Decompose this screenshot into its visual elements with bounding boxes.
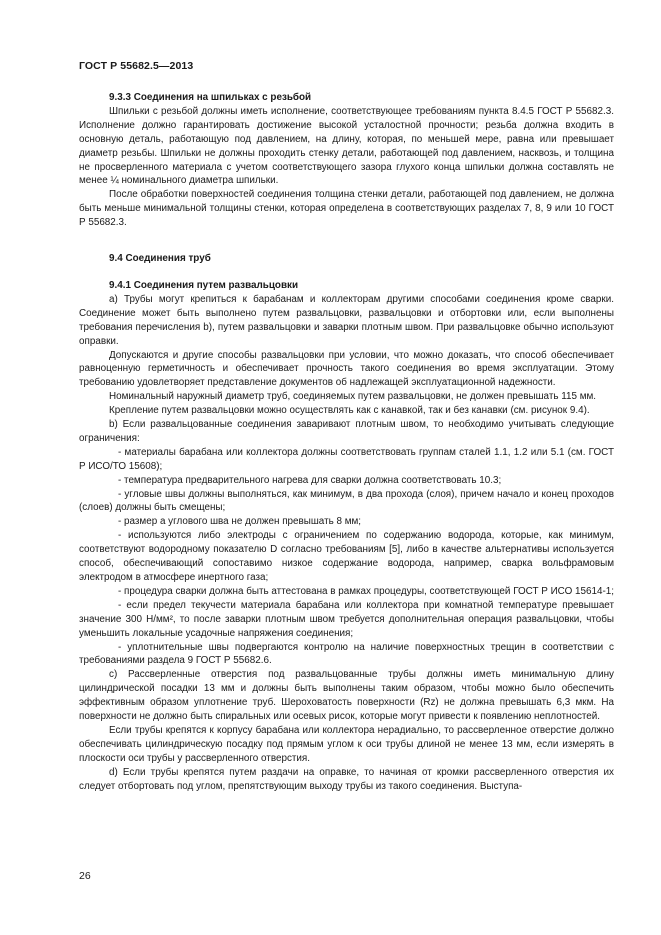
page-number: 26	[79, 870, 91, 882]
item-a: а) Трубы могут крепиться к барабанам и коллекторам другими способами соединения кроме сварки. Соединение может быть выполнено путем развальцовки, развальцовки и отбортовки или, если выполнены требования перечисления b), путем развальцовки и заварки плотным швом. При развальцовке обычно используют оправки.	[79, 293, 614, 347]
list-item: - размер a углового шва не должен превышать 8 мм;	[118, 516, 362, 528]
page-body	[79, 91, 614, 794]
heading-9-3-3: 9.3.3 Соединения на шпильках с резьбой	[109, 92, 312, 103]
item-b: b) Если развальцованные соединения заваривают плотным швом, то необходимо учитывать следующие ограничения:	[79, 419, 614, 444]
paragraph: Допускаются и другие способы развальцовки при условии, что можно доказать, что способ обеспечивает равноценную герметичность и обеспечивает прочность такого соединения во время эксплуатации. Этому требованию удовлетворяет представление документов об надлежащей эксплуатационной надежности.	[79, 349, 614, 389]
paragraph: Номинальный наружный диаметр труб, соединяемых путем развальцовки, не должен превышать 115 мм.	[109, 391, 597, 403]
heading-9-4: 9.4 Соединения труб	[109, 253, 211, 265]
item-d: d) Если трубы крепятся путем раздачи на оправке, то начиная от кромки рассверленного отверстия их следует отбортовать под углом, препятствующим выходу трубы из такого соединения. Выступа-	[79, 766, 614, 792]
spacer	[79, 266, 614, 279]
list-item: - процедура сварки должна быть аттестована в рамках процедуры, соответствующей ГОСТ Р ИСО 15614-1;	[118, 585, 614, 597]
document-header: ГОСТ Р 55682.5—2013	[79, 60, 194, 72]
list-item: - угловые швы должны выполняться, как минимум, в два прохода (слоя), причем начало и конец проходов (слоев) должны быть смещены;	[79, 488, 614, 514]
spacer	[79, 230, 614, 252]
list-item: - температура предварительного нагрева для сварки должна соответствовать 10.3;	[118, 474, 502, 486]
list-item: - материалы барабана или коллектора должны соответствовать группам сталей 1.1, 1.2 или 5.1 (см. ГОСТ Р ИСО/ТО 15608);	[79, 446, 614, 472]
paragraph: Шпильки с резьбой должны иметь исполнение, соответствующее требованиям пункта 8.4.5 ГОСТ Р 55682.3. Исполнение должно гарантировать достижение высокой усталостной прочности; резьба должна входить в основную деталь, работающую под давлением, на длину, которая, по меньшей мере, равна или превышает диаметр резьбы. Шпильки не должны проходить стенку детали, работающей под давлением, насквозь, и толщина не просверленного материала с учетом соответствующего зазора глухого конца шпильки должна составлять не менее ¼ номинального диаметра шпильки.	[79, 105, 614, 187]
paragraph: После обработки поверхностей соединения толщина стенки детали, работающей под давлением, не должна быть меньше минимальной толщины стенки, которая определена в соответствующих разделах 7, 8, 9 или 10 ГОСТ Р 55682.3.	[79, 189, 614, 229]
paragraph: Крепление путем развальцовки можно осуществлять как с канавкой, так и без канавки (см. рисунок 9.4).	[109, 405, 590, 417]
list-item: - уплотнительные швы подвергаются контролю на наличие поверхностных трещин в соответствии с требованиями раздела 9 ГОСТ Р 55682.6.	[79, 641, 614, 667]
item-c: с) Рассверленные отверстия под развальцованные трубы должны иметь минимальную длину цилиндрической посадки 13 мм и должны быть выполнены таким образом, чтобы можно было обеспечить эффективным образом уплотнение труб. Шероховатость поверхности (Rz) не должна превышать 6,3 мкм. На поверхности не должно быть спиральных или осевых рисок, которые могут привести к появлению неплотностей.	[79, 669, 614, 723]
list-item: - если предел текучести материала барабана или коллектора при комнатной температуре превышает значение 300 Н/мм², то после заварки плотным швом требуется дополнительная операция развальцовки, чтобы уменьшить локальные усадочные напряжения соединения;	[79, 599, 614, 639]
list-item: - используются либо электроды с ограничением по содержанию водорода, которые, как минимум, соответствуют водородному показателю D согласно требованиям [5], либо в качестве альтернативы используется способ, обеспечивающий сопоставимо низкое содержание водорода, например, сварка вольфрамовым электродом в атмосфере инертного газа;	[79, 530, 614, 583]
heading-9-4-1: 9.4.1 Соединения путем развальцовки	[109, 279, 299, 291]
paragraph: Если трубы крепятся к корпусу барабана или коллектора нерадиально, то рассверленное отверстие должно обеспечивать цилиндрическую посадку под прямым углом к оси трубы длиной не менее 13 мм, если измерять в плоскости оси трубы у рассверленного отверстия.	[79, 724, 614, 764]
